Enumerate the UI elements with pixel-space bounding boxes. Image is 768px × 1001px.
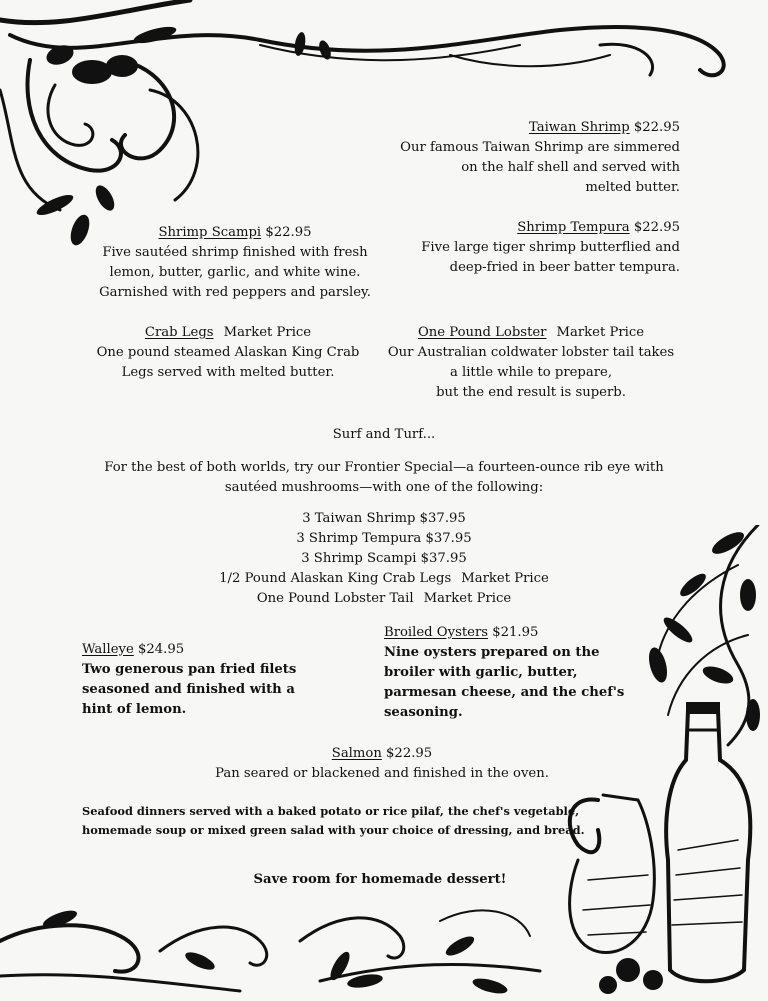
item-description-line: Our famous Taiwan Shrimp are simmered	[400, 140, 680, 155]
item-name: Taiwan Shrimp	[528, 120, 630, 135]
surf-and-turf-option: 3 Taiwan Shrimp $37.95	[302, 511, 466, 526]
item-description-line: Pan seared or blackened and finished in the oven.	[215, 766, 549, 781]
menu-item-taiwan-shrimp	[340, 118, 680, 198]
item-description-line: Nine oysters prepared on the	[384, 645, 600, 660]
item-description-line: a little while to prepare,	[449, 365, 613, 380]
item-description-line: Two generous pan fried filets	[82, 662, 297, 677]
bottom-swirl-ornament	[0, 881, 600, 1001]
item-price: $22.95	[633, 120, 680, 135]
item-description-line: Our Australian coldwater lobster tail takes	[387, 345, 675, 360]
note-line: Seafood dinners served with a baked potato or rice pilaf, the chef's vegetable,	[82, 804, 580, 818]
item-description-line: Legs served with melted butter.	[121, 365, 335, 380]
item-name: Salmon	[331, 746, 382, 761]
item-price: $22.95	[265, 225, 312, 240]
item-description-line: One pound steamed Alaskan King Crab	[96, 345, 360, 360]
surf-and-turf-section	[80, 425, 688, 609]
item-description-line: Garnished with red peppers and parsley.	[99, 285, 371, 300]
surf-and-turf-title: Surf and Turf...	[332, 427, 436, 442]
surf-and-turf-intro-line: sautéed mushrooms—with one of the following:	[224, 480, 544, 495]
item-description-line: broiler with garlic, butter,	[384, 665, 578, 680]
item-description-line: but the end result is superb.	[436, 385, 626, 400]
item-description-line: Five sautéed shrimp finished with fresh	[102, 245, 368, 260]
dessert-note: Save room for homemade dessert!	[253, 872, 507, 887]
item-description-line: hint of lemon.	[82, 702, 187, 717]
menu-item-one-pound-lobster	[376, 323, 686, 403]
menu-item-walleye	[82, 640, 312, 720]
item-name: Broiled Oysters	[384, 625, 489, 640]
item-price: Market Price	[223, 325, 312, 340]
surf-and-turf-option: 3 Shrimp Tempura $37.95	[296, 531, 472, 546]
surf-and-turf-intro-line: For the best of both worlds, try our Frontier Special—a fourteen-ounce rib eye with	[104, 460, 664, 475]
item-name: Crab Legs	[144, 325, 214, 340]
item-name: Shrimp Tempura	[517, 220, 630, 235]
note-line: homemade soup or mixed green salad with your choice of dressing, and bread.	[82, 823, 585, 837]
item-description-line: seasoned and finished with a	[82, 682, 295, 697]
surf-and-turf-option: 1/2 Pound Alaskan King Crab Legs Market Price	[219, 571, 549, 586]
dinner-sides-note	[82, 802, 585, 840]
item-price: $22.95	[633, 220, 680, 235]
item-price: $24.95	[137, 642, 185, 657]
surf-and-turf-option: One Pound Lobster Tail Market Price	[256, 591, 512, 606]
item-description-line: melted butter.	[585, 180, 680, 195]
item-price: Market Price	[556, 325, 645, 340]
item-price: $21.95	[492, 625, 539, 640]
menu-item-shrimp-scampi	[90, 223, 380, 303]
item-description-line: deep-fried in beer batter tempura.	[449, 260, 680, 275]
menu-item-crab-legs	[78, 323, 378, 383]
menu-item-broiled-oysters	[384, 623, 624, 723]
menu-item-shrimp-tempura	[380, 218, 680, 278]
item-description-line: Five large tiger shrimp butterflied and	[421, 240, 680, 255]
item-name: Shrimp Scampi	[158, 225, 262, 240]
item-description-line: seasoning.	[384, 705, 463, 720]
item-description-line: on the half shell and served with	[461, 160, 680, 175]
surf-and-turf-option: 3 Shrimp Scampi $37.95	[301, 551, 467, 566]
item-description-line: lemon, butter, garlic, and white wine.	[109, 265, 361, 280]
item-name: Walleye	[82, 642, 134, 657]
item-description-line: parmesan cheese, and the chef's	[384, 685, 625, 700]
item-name: One Pound Lobster	[417, 325, 547, 340]
item-price: $22.95	[386, 746, 433, 761]
menu-item-salmon	[170, 744, 594, 784]
